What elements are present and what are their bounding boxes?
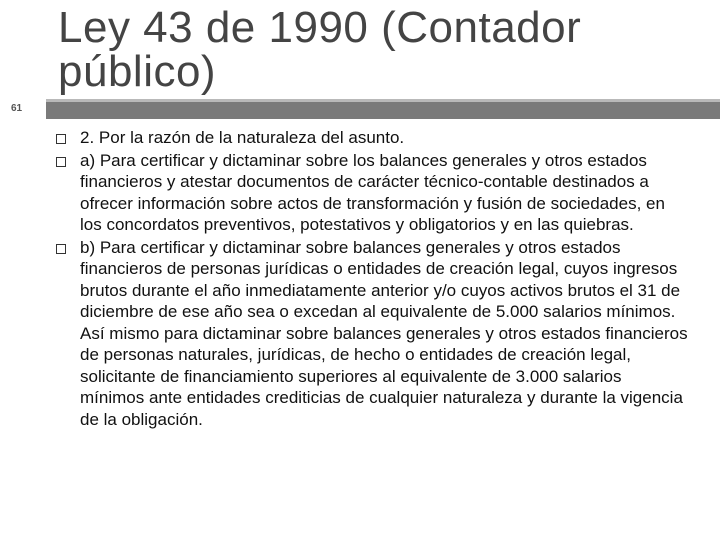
square-bullet-icon: [56, 157, 66, 167]
slide-title: Ley 43 de 1990 (Contador público): [58, 3, 582, 96]
list-item: [58, 237, 688, 431]
side-panel: [0, 0, 46, 100]
list-item-text: b) Para certificar y dictaminar sobre balances generales y otros estados financieros de personas jurídicas o entidades de creación legal, cuyos ingresos brutos durante el año inmediatamente anterior y/o cuyos activos brutos el 31 de diciembre de ese año sea o excedan al equivalente de 5.000 salarios mínimos. Así mismo para dictaminar sobre balances generales y otros estados financieros de personas naturales, jurídicas, de hecho o entidades de creación legal, solicitante de financiamiento superiores al equivalente de 3.000 salarios mínimos ante entidades crediticias de cualquier naturaleza y durante la vigencia de la obligación.: [80, 237, 688, 429]
bullet-list: [58, 127, 688, 431]
list-item: [58, 127, 688, 149]
square-bullet-icon: [56, 134, 66, 144]
list-item-text: 2. Por la razón de la naturaleza del asunto.: [80, 128, 405, 147]
slide-number: 61: [11, 103, 23, 114]
list-item: [58, 150, 688, 236]
title-divider-highlight: [46, 99, 720, 102]
title-divider: [46, 99, 720, 119]
square-bullet-icon: [56, 244, 66, 254]
list-item-text: a) Para certificar y dictaminar sobre los balances generales y otros estados financieros y atestar documentos de carácter técnico-contable destinados a ofrecer información sobre actos de transformación y fusión de sociedades, en los concordatos preventivos, potestativos y obligatorios y en las quiebras.: [80, 150, 665, 234]
